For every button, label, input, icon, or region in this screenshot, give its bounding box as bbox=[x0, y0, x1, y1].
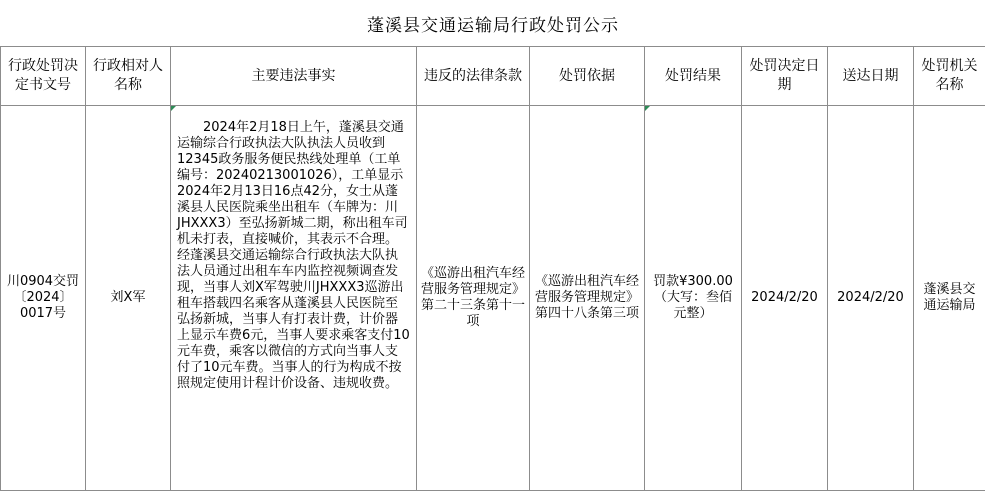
facts-text: 2024年2月18日上午，蓬溪县交通运输综合行政执法大队执法人员收到12345政务服务便民热线处理单（工单编号：20240213001026），工单显示2024年2月13日16点42分，女士从蓬溪县人民医院乘坐出租车（车牌为：川JHXXX3）至弘扬新城二期，称出租车司机未打表，直接喊价，其表示不合理。经蓬溪县交通运输综合行政执法大队执法人员通过出租车车内监控视频调查发现，当事人刘X军驾驶川JHXXX3巡游出租车搭载四名乘客从蓬溪县人民医院至弘扬新城，当事人有打表计费，计价器上显示车费6元，当事人要求乘客支付10元车费，乘客以微信的方式向当事人支付了10元车费。当事人的行为构成不按照规定使用计程计价设备、违规收费。 bbox=[177, 120, 410, 391]
cell-delivery-date: 2024/2/20 bbox=[828, 106, 914, 491]
header-party: 行政相对人名称 bbox=[86, 47, 171, 106]
table-row bbox=[1, 106, 985, 491]
header-decision-date: 处罚决定日期 bbox=[742, 47, 828, 106]
header-delivery-date: 送达日期 bbox=[828, 47, 914, 106]
header-facts: 主要违法事实 bbox=[171, 47, 417, 106]
header-result: 处罚结果 bbox=[645, 47, 742, 106]
cell-comment-marker bbox=[645, 106, 650, 111]
cell-party: 刘X军 bbox=[86, 106, 171, 491]
cell-law-violated: 《巡游出租汽车经营服务管理规定》第二十三条第十一项 bbox=[417, 106, 530, 491]
result-text: 罚款¥300.00（大写：叁佰元整） bbox=[653, 274, 733, 321]
header-doc-no: 行政处罚决定书文号 bbox=[1, 47, 86, 106]
header-law-violated: 违反的法律条款 bbox=[417, 47, 530, 106]
header-row bbox=[1, 47, 985, 106]
header-basis: 处罚依据 bbox=[530, 47, 645, 106]
cell-basis: 《巡游出租汽车经营服务管理规定》第四十八条第三项 bbox=[530, 106, 645, 491]
page-title: 蓬溪县交通运输局行政处罚公示 bbox=[1, 0, 985, 47]
cell-decision-date: 2024/2/20 bbox=[742, 106, 828, 491]
cell-result bbox=[645, 106, 742, 491]
cell-authority: 蓬溪县交通运输局 bbox=[914, 106, 985, 491]
cell-doc-no: 川0904交罚〔2024〕0017号 bbox=[1, 106, 86, 491]
header-authority: 处罚机关名称 bbox=[914, 47, 985, 106]
cell-facts bbox=[171, 106, 417, 491]
cell-comment-marker bbox=[171, 106, 176, 111]
